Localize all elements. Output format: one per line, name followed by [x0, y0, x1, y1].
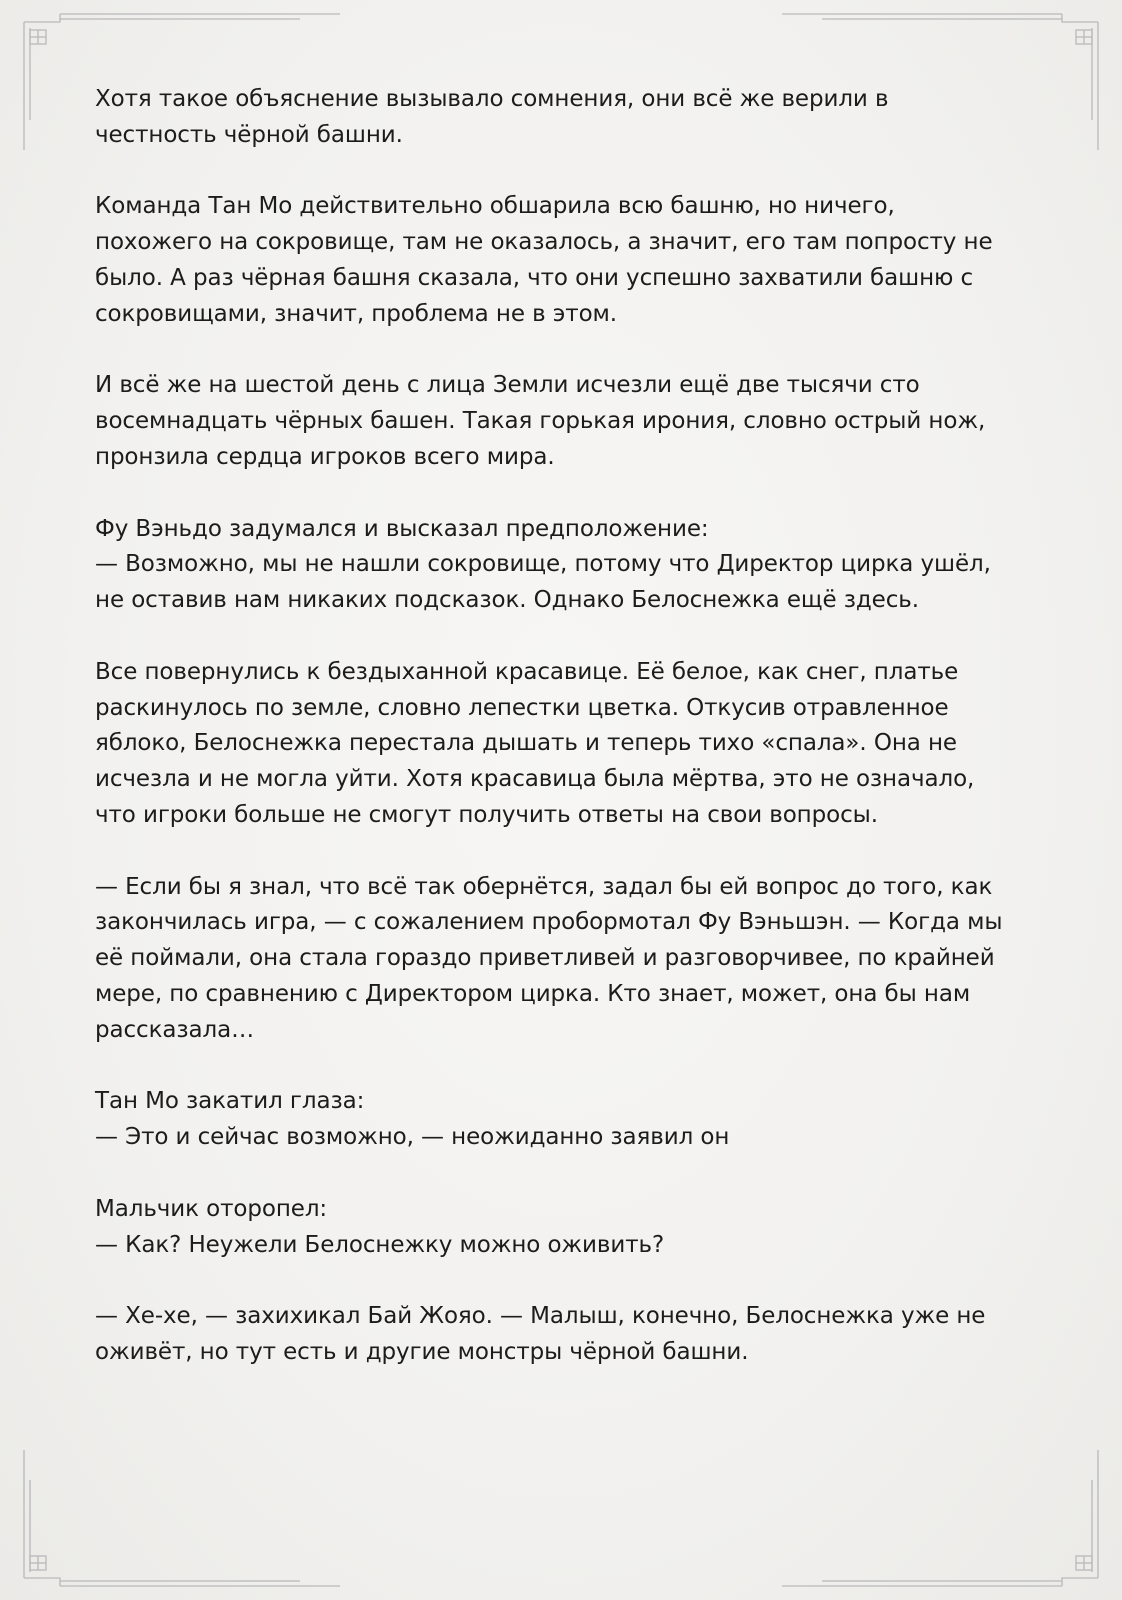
text-line: сокровищами, значит, проблема не в этом.: [95, 300, 618, 327]
text-line: — Как? Неужели Белоснежку можно оживить?: [95, 1231, 665, 1258]
text-line: восемнадцать чёрных башен. Такая горькая ирония, словно острый нож,: [95, 408, 986, 435]
text-line: И всё же на шестой день с лица Земли исчезли ещё две тысячи сто: [95, 372, 920, 399]
text-line: её поймали, она стала гораздо приветливей и разговорчивее, по крайней: [95, 945, 995, 972]
text-line: мере, по сравнению с Директором цирка. Кто знает, может, она бы нам: [95, 980, 971, 1007]
text-line: — Если бы я знал, что всё так обернётся, задал бы ей вопрос до того, как: [95, 873, 993, 900]
document-body: [95, 82, 1035, 1406]
text-line: исчезла и не могла уйти. Хотя красавица была мёртва, это не означало,: [95, 766, 975, 793]
paragraph: [95, 368, 1035, 475]
text-line: Команда Тан Мо действительно обшарила всю башню, но ничего,: [95, 193, 895, 220]
paragraph: [95, 1299, 1035, 1371]
text-line: было. А раз чёрная башня сказала, что они успешно захватили башню с: [95, 264, 974, 291]
corner-ornament-bottom-right: [782, 1450, 1098, 1586]
text-line: — Хе-хе, — захихикал Бай Жояо. — Малыш, конечно, Белоснежка уже не: [95, 1303, 986, 1330]
paragraph: [95, 870, 1035, 1049]
paragraph: [95, 512, 1035, 619]
text-line: Хотя такое объяснение вызывало сомнения, они всё же верили в: [95, 86, 889, 112]
text-line: яблоко, Белоснежка перестала дышать и теперь тихо «спала». Она не: [95, 730, 957, 757]
text-line: что игроки больше не смогут получить ответы на свои вопросы.: [95, 801, 878, 828]
text-line: пронзила сердца игроков всего мира.: [95, 443, 555, 470]
text-line: Тан Мо закатил глаза:: [95, 1088, 365, 1115]
text-line: закончилась игра, — с сожалением пробормотал Фу Вэньшэн. — Когда мы: [95, 909, 1003, 936]
text-line: Мальчик оторопел:: [95, 1195, 328, 1222]
text-line: Фу Вэньдо задумался и высказал предположение:: [95, 515, 709, 542]
paragraph: [95, 655, 1035, 834]
corner-ornament-bottom-left: [24, 1450, 340, 1586]
paragraph: [95, 82, 1035, 154]
text-line: Все повернулись к бездыханной красавице. Её белое, как снег, платье: [95, 658, 959, 685]
text-line: раскинулось по земле, словно лепестки цветка. Откусив отравленное: [95, 694, 949, 721]
text-line: похожего на сокровище, там не оказалось, а значит, его там попросту не: [95, 229, 993, 256]
text-line: не оставив нам никаких подсказок. Однако Белоснежка ещё здесь.: [95, 587, 919, 614]
paragraph: [95, 1084, 1035, 1156]
text-line: честность чёрной башни.: [95, 121, 403, 148]
paragraph: [95, 1192, 1035, 1264]
text-line: оживёт, но тут есть и другие монстры чёрной башни.: [95, 1338, 749, 1365]
text-line: — Возможно, мы не нашли сокровище, потому что Директор цирка ушёл,: [95, 551, 991, 578]
paragraph: [95, 189, 1035, 332]
text-line: — Это и сейчас возможно, — неожиданно заявил он: [95, 1124, 730, 1151]
text-line: рассказала…: [95, 1016, 254, 1043]
